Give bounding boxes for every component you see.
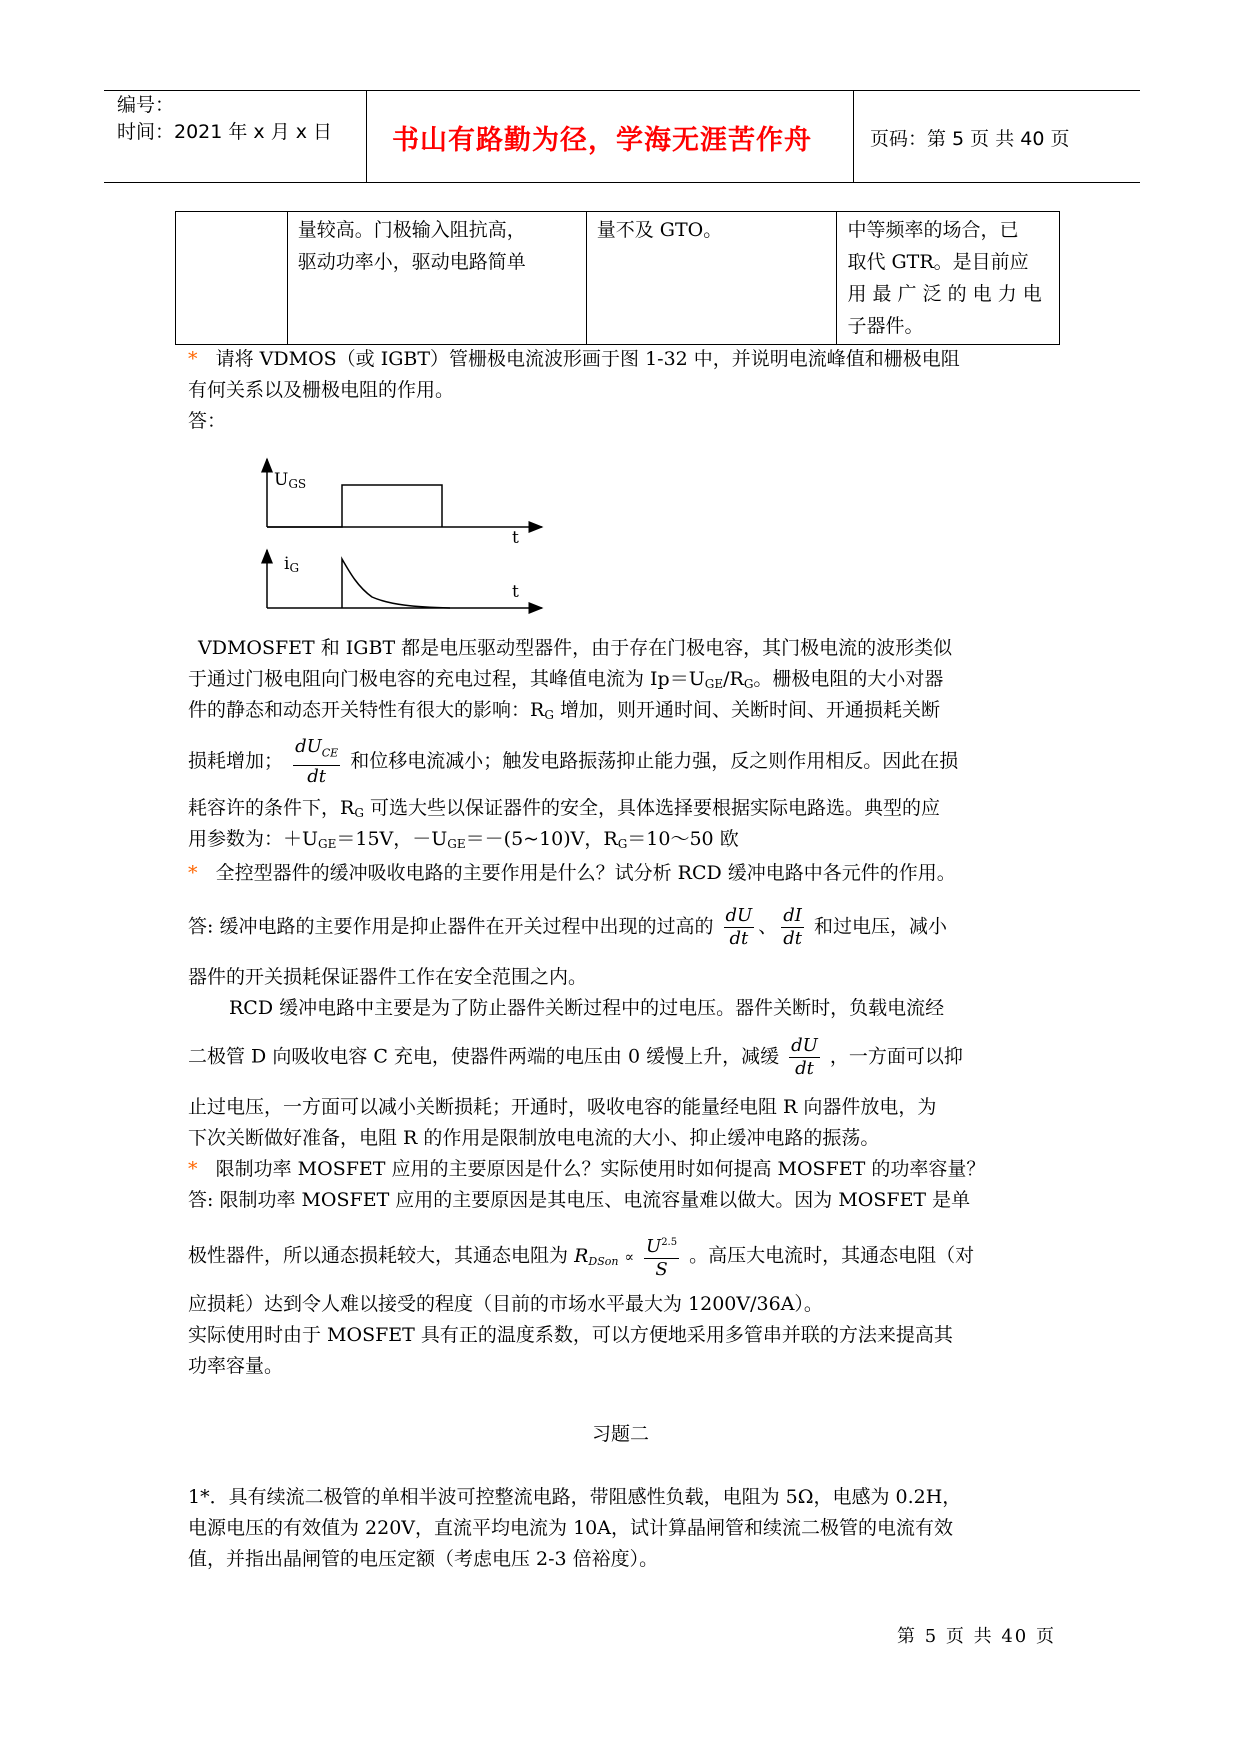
answer-2-line-4: 二极管 D 向吸收电容 C 充电，使器件两端的电压由 0 缓慢上升，减缓 $\frac{dU}{dt}$ ，一方面可以抑 [188,1035,963,1079]
ugs-time-label: t [512,528,519,548]
answer-3-line-3: 应损耗）达到令人难以接受的程度（目前的市场水平最大为 1200V/36A）。 [188,1293,823,1315]
duce-dt-fraction: $\frac{dU_{CE}}{dt}$ [295,736,339,787]
ig-axis-label: $i_G$ [284,554,300,575]
di-dt-fraction: $\frac{dI}{dt}$ [783,905,802,949]
answer-2-line-1: 答: 缓冲电路的主要作用是抑止器件在开关过程中出现的过高的 $\frac{dU}{dt}$ 、 $\frac{dI}{dt}$ 和过电压，减小 [188,905,948,949]
ig-current-curve [342,559,450,608]
header-top-rule [104,90,1140,91]
question-1: * 请将 VDMOS（或 IGBT）管栅极电流波形画于图 1-32 中，并说明电流峰值和栅极电阻 [188,348,960,370]
answer-3-line-2: 极性器件，所以通态损耗较大，其通态电阻为 $R_{DSon}$ ∝ $\frac{U^{2.5}}{S}$ 。高压大电流时，其通态电阻（对 [188,1232,974,1281]
page-footer: 第 5 页 共 40 页 [897,1626,1056,1647]
header-page-indicator: 页码：第 5 页 共 40 页 [870,128,1070,150]
rdson-symbol: $R_{DSon}$ [574,1244,619,1268]
document-number-label: 编号： [117,94,175,116]
header-bottom-rule [104,182,1140,183]
question-star: * [188,862,198,884]
u-over-s-fraction: $\frac{U^{2.5}}{S}$ [644,1232,679,1281]
answer-3-line-5: 功率容量。 [188,1355,284,1377]
table-cell-disadvantages: 量不及 GTO。 [586,212,837,345]
exercise-1-line-2: 电源电压的有效值为 220V，直流平均电流为 10A，试计算晶闸管和续流二极管的电流有效 [188,1517,953,1539]
header-meta [117,92,332,146]
du-dt-fraction: $\frac{dU}{dt}$ [725,905,753,949]
question-1-cont: 有何关系以及栅极电阻的作用。 [188,379,455,401]
document-time-label: 时间：2021 年 x 月 x 日 [117,121,333,143]
answer-2-line-5: 止过电压，一方面可以减小关断损耗；开通时，吸收电容的能量经电阻 R 向器件放电，为 [188,1096,937,1118]
table-cell-advantages: 量较高。门极输入阻抗高， 驱动功率小，驱动电路简单 [287,212,586,345]
table-cell-device [176,212,288,345]
exercise-1-line-3: 值，并指出晶闸管的电压定额（考虑电压 2-3 倍裕度）。 [188,1548,659,1570]
ugs-pulse [267,485,442,527]
section-title: 习题二 [591,1423,649,1445]
paragraph-1-line-1: VDMOSFET 和 IGBT 都是电压驱动型器件，由于存在门极电容，其门极电流的波形类似 [198,637,953,659]
comparison-table-fragment [175,211,1060,345]
header-divider-left [366,90,367,182]
ugs-axis-label: $U_{GS}$ [274,470,307,491]
answer-3-line-1: 答: 限制功率 MOSFET 应用的主要原因是其电压、电流容量难以做大。因为 MOSFET 是单 [188,1189,971,1211]
exercise-1-line-1: 1*．具有续流二极管的单相半波可控整流电路，带阻感性负载，电阻为 5Ω，电感为 0.2H， [188,1486,962,1508]
table-row [176,212,1060,345]
paragraph-1-line-2: 于通过门极电阻向门极电容的充电过程，其峰值电流为 $Ip=U_{GE}/R_G$。栅极电阻的大小对器 [188,668,944,691]
question-2: * 全控型器件的缓冲吸收电路的主要作用是什么？试分析 RCD 缓冲电路中各元件的作用。 [188,862,956,884]
answer-2-line-6: 下次关断做好准备，电阻 R 的作用是限制放电电流的大小、抑止缓冲电路的振荡。 [188,1127,880,1149]
answer-2-line-2: 器件的开关损耗保证器件工作在安全范围之内。 [188,966,588,988]
header-motto: 书山有路勤为径，学海无涯苦作舟 [392,125,812,156]
paragraph-1-line-3: 件的静态和动态开关特性有很大的影响：$R_G$ 增加，则开通时间、关断时间、开通损耗关断 [188,699,940,722]
paragraph-1-line-6: 用参数为：$+U_{GE}=15V$，$-U_{GE}=-(5\sim 10)V$，$R_G=10\sim 50$ 欧 [188,828,739,851]
question-star: * [188,1158,198,1180]
question-star: * [188,348,198,370]
table-cell-applications: 中等频率的场合，已 取代 GTR。是目前应 用 最 广 泛 的 电 力 电 子器件。 [837,212,1060,345]
header-divider-right [853,90,854,182]
answer-3-line-4: 实际使用时由于 MOSFET 具有正的温度系数，可以方便地采用多管串并联的方法来提高其 [188,1324,953,1346]
paragraph-1-line-4: 损耗增加； $\frac{dU_{CE}}{dt}$ 和位移电流减小；触发电路振荡抑止能力强，反之则作用相反。因此在损 [188,736,959,787]
answer-2-line-3: RCD 缓冲电路中主要是为了防止器件关断过程中的过电压。器件关断时，负载电流经 [229,997,945,1019]
ig-time-label: t [512,582,519,602]
question-3: * 限制功率 MOSFET 应用的主要原因是什么？实际使用时如何提高 MOSFET 的功率容量？ [188,1158,986,1180]
answer-label: 答： [188,410,227,432]
paragraph-1-line-5: 耗容许的条件下，$R_G$ 可选大些以保证器件的安全，具体选择要根据实际电路选。典型的应 [188,797,940,820]
du-dt-fraction: $\frac{dU}{dt}$ [791,1035,818,1079]
